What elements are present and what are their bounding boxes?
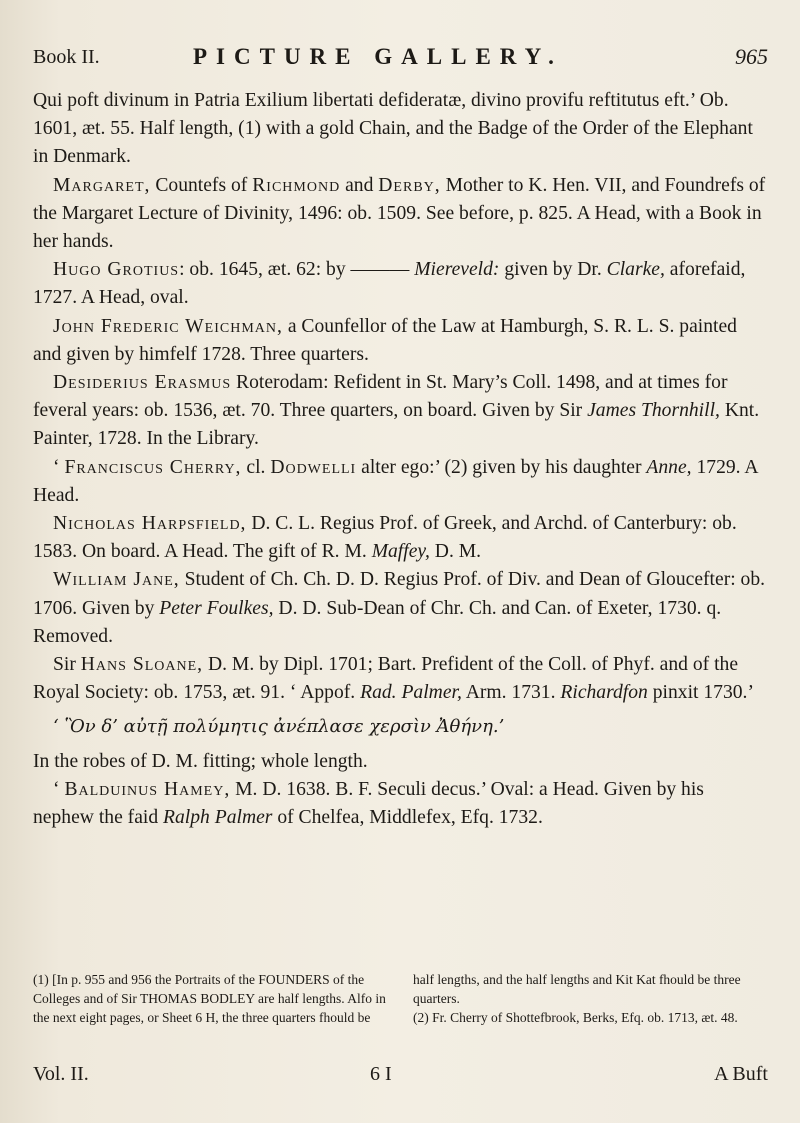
catalogue-entry [33, 510, 768, 566]
entry-text: Student of Ch. Ch. D. D. Regius Prof. of Div. and Dean of Gloucefter: ob. 1706. Given by [33, 569, 766, 619]
entry-text: Ralph Palmer [163, 807, 273, 829]
entry-text: Hans Sloane, [80, 654, 204, 676]
footnotes [33, 970, 768, 1027]
catalogue-entry [33, 87, 768, 172]
entry-text: : ob. 1645, æt. 62: by ——— [179, 259, 415, 281]
catalogue-entry [33, 748, 768, 776]
entry-text: Richmond [252, 174, 341, 196]
entry-text: Clarke, [606, 259, 665, 281]
entry-text: pinxit 1730.’ [647, 682, 754, 704]
page-number: 965 [735, 44, 768, 69]
footnote-column-left: (1) [In p. 955 and 956 the Portraits of the FOUNDERS of the Colleges and of Sir THOMAS BODLEY are half lengths. Alfo in the next eight pages, or Sheet 6 H, the three quarters fhould be [33, 972, 386, 1025]
entry-text: James Thornhill, [587, 400, 720, 422]
entry-text: cl. [241, 456, 271, 478]
entry-text: Sir [53, 654, 81, 676]
entry-text: William Jane, [53, 569, 180, 591]
catalogue-entry [33, 313, 768, 369]
entry-text: D. M. by Dipl. 1701; Bart. Prefident of the Coll. of Phyf. and of the Royal Society: ob. 1753, æt. 91. ‘ Appof. [33, 654, 739, 704]
entry-text: Mother to K. Hen. VII, and Foundrefs of the Margaret Lecture of Divinity, 1496: ob. 1509. See before, p. 825. A Head, with a Book in her hands. [33, 174, 766, 253]
entry-text: Maffey, [371, 541, 430, 563]
entry-text: a Counfellor of the Law at Hamburgh, S. R. L. S. painted and given by himfelf 1728. Three quarters. [33, 315, 737, 365]
footnote-2: (2) Fr. Cherry of Shottefbrook, Berks, Efq. ob. 1713, æt. 48. [413, 1010, 738, 1025]
entry-text: Qui poft divinum in Patria Exilium libertati defideratæ, divino provifu reftitutus eft.’ Ob. 1601, æt. 55. Half length, (1) with a gold Chain, and the Badge of the Order of the Elephant in Denmark. [33, 90, 753, 168]
footnote-column-right [413, 970, 768, 1027]
entry-text: Hugo Grotius [53, 259, 180, 281]
entry-text: Dodwelli [270, 456, 357, 478]
entry-text: Richardfon [560, 682, 648, 704]
body-text [33, 87, 768, 832]
entry-text: D. M. [429, 541, 482, 563]
catalogue-entry [33, 369, 768, 454]
catalogue-entry [33, 776, 768, 832]
entry-text: Franciscus Cherry, [64, 456, 242, 478]
entry-text: and [340, 174, 379, 196]
entry-text: Arm. 1731. [461, 682, 561, 704]
entry-text: Countefs of [150, 174, 253, 196]
entry-text: aforefaid, 1727. A Head, oval. [33, 259, 746, 309]
entry-text: Margaret, [53, 174, 151, 196]
catalogue-entry [33, 566, 768, 651]
entry-text: D. D. Sub-Dean of Chr. Ch. and Can. of Exeter, 1730. q. Removed. [33, 597, 722, 647]
entry-text: Nicholas Harpsfield, [53, 513, 247, 535]
greek-quotation: ‘ Ὃν δ’ αὐτῇ πολύμητις ἀνέπλασε χερσὶν Ἀθήνη.’ [53, 716, 505, 738]
entries-list-continued [33, 748, 768, 833]
entry-text: given by Dr. [499, 259, 607, 281]
entry-text: 1729. A Head. [33, 456, 758, 506]
signature-mark: 6 I [370, 1063, 392, 1085]
entry-text: ‘ [53, 456, 65, 478]
entry-text: Knt. Painter, 1728. In the Library. [33, 400, 760, 450]
entry-text: Peter Foulkes, [159, 597, 274, 619]
catalogue-entry [33, 256, 768, 312]
entry-text: D. C. L. Regius Prof. of Greek, and Archd. of Canterbury: ob. 1583. On board. A Head. The gift of R. M. [33, 513, 737, 563]
catalogue-entry [33, 172, 768, 257]
entry-text: alter ego:’ (2) given by his daughter [356, 456, 647, 478]
entry-text: ‘ [53, 778, 65, 800]
volume-label: Vol. II. [33, 1063, 89, 1085]
entry-text: In the robes of D. M. fitting; whole length. [33, 750, 368, 772]
entry-text: Derby, [378, 174, 441, 196]
entry-text: Roterodam: Refident in St. Mary’s Coll. 1498, and at times for feveral years: ob. 1536, æt. 70. Three quarters, on board. Given by Sir [33, 372, 728, 422]
running-header [33, 44, 768, 76]
entry-text: John Frederic Weichman, [53, 315, 283, 337]
entries-list [33, 87, 768, 707]
entry-text: Miereveld: [414, 259, 500, 281]
footnote-continuation: half lengths, and the half lengths and Kit Kat fhould be three quarters. [413, 972, 741, 1006]
entry-text: Rad. Palmer, [360, 682, 462, 704]
page-footer [33, 1063, 768, 1091]
entry-text: of Chelfea, Middlefex, Efq. 1732. [272, 807, 543, 829]
book-number: Book II. [33, 46, 100, 68]
page-title: PICTURE GALLERY. [193, 44, 563, 69]
entry-text: Balduinus Hamey, [64, 778, 231, 800]
catchword: A Buft [714, 1063, 768, 1085]
entry-text: Desiderius Erasmus [53, 372, 232, 394]
entry-text: Anne, [646, 456, 692, 478]
entry-text: M. D. 1638. B. F. Seculi decus.’ Oval: a Head. Given by his nephew the faid [33, 778, 704, 829]
catalogue-entry [33, 651, 768, 707]
catalogue-entry [33, 454, 768, 510]
